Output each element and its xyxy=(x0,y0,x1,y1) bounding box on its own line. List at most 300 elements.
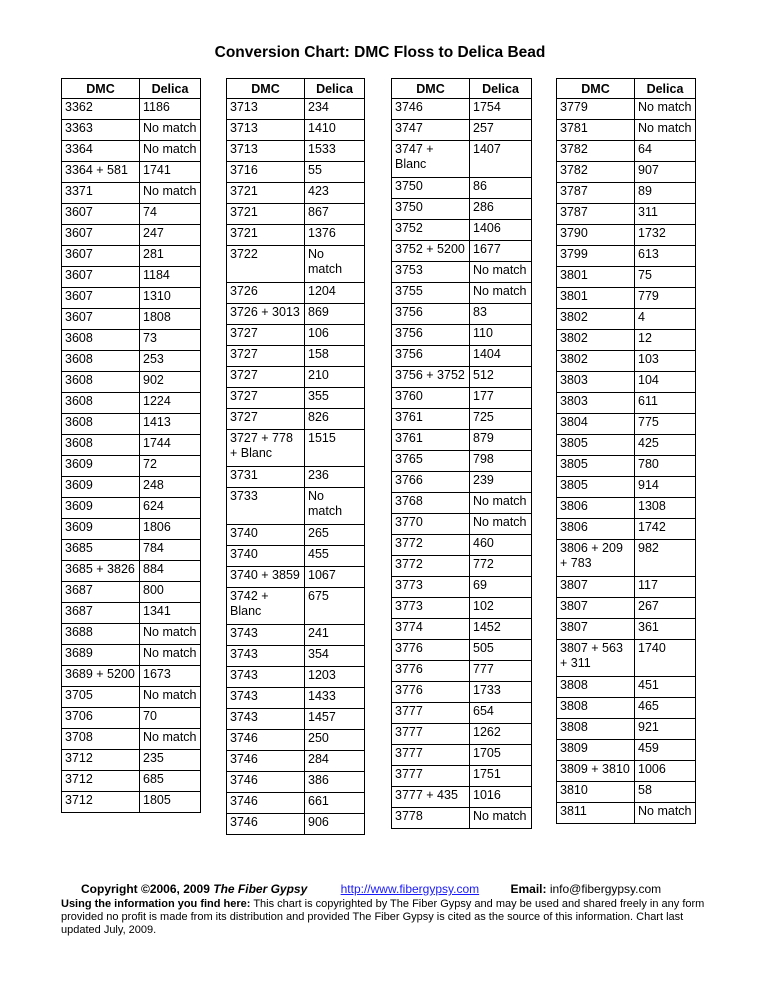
table-row xyxy=(227,225,365,246)
table-row xyxy=(62,666,201,687)
dmc-cell: 3689 + 5200 xyxy=(62,666,140,687)
delica-cell: 1310 xyxy=(140,288,201,309)
email-address: info@fibergypsy.com xyxy=(549,882,662,896)
dmc-cell: 3787 xyxy=(557,183,635,204)
dmc-cell: 3773 xyxy=(392,577,470,598)
delica-cell: 907 xyxy=(635,162,696,183)
usage-label: Using the information you find here: xyxy=(61,898,251,910)
dmc-cell: 3688 xyxy=(62,624,140,645)
usage-notice xyxy=(61,898,711,937)
table-row xyxy=(557,740,696,761)
table-row xyxy=(227,588,365,625)
dmc-cell: 3743 xyxy=(227,667,305,688)
dmc-cell: 3761 xyxy=(392,409,470,430)
delica-cell: 1808 xyxy=(140,309,201,330)
table-row xyxy=(227,346,365,367)
table-row xyxy=(62,246,201,267)
table-row xyxy=(557,120,696,141)
table-row xyxy=(227,709,365,730)
delica-cell: 777 xyxy=(470,661,532,682)
delica-cell: 775 xyxy=(635,414,696,435)
delica-cell: 311 xyxy=(635,204,696,225)
table-row xyxy=(557,498,696,519)
delica-cell: 236 xyxy=(305,467,365,488)
dmc-cell: 3607 xyxy=(62,246,140,267)
dmc-cell: 3761 xyxy=(392,430,470,451)
dmc-cell: 3781 xyxy=(557,120,635,141)
dmc-cell: 3685 + 3826 xyxy=(62,561,140,582)
table-row xyxy=(227,162,365,183)
table-row xyxy=(392,808,532,829)
table-row xyxy=(392,745,532,766)
table-row xyxy=(392,430,532,451)
table-row xyxy=(227,730,365,751)
delica-cell: 460 xyxy=(470,535,532,556)
dmc-cell: 3782 xyxy=(557,162,635,183)
delica-cell: 1203 xyxy=(305,667,365,688)
table-row xyxy=(557,803,696,824)
dmc-cell: 3727 xyxy=(227,346,305,367)
dmc-cell: 3363 xyxy=(62,120,140,141)
delica-cell: 1744 xyxy=(140,435,201,456)
table-row xyxy=(62,498,201,519)
table-row xyxy=(557,141,696,162)
delica-cell: 423 xyxy=(305,183,365,204)
delica-cell: 661 xyxy=(305,793,365,814)
dmc-cell: 3801 xyxy=(557,267,635,288)
table-row xyxy=(392,99,532,120)
delica-cell: 624 xyxy=(140,498,201,519)
table-row xyxy=(62,456,201,477)
dmc-cell: 3726 xyxy=(227,283,305,304)
delica-cell: 675 xyxy=(305,588,365,625)
table-row xyxy=(227,772,365,793)
table-row xyxy=(557,477,696,498)
table-row xyxy=(227,467,365,488)
conversion-table-3 xyxy=(391,78,532,829)
table-row xyxy=(557,761,696,782)
dmc-cell: 3705 xyxy=(62,687,140,708)
delica-cell: 1751 xyxy=(470,766,532,787)
table-row xyxy=(227,546,365,567)
table-row xyxy=(227,388,365,409)
table-row xyxy=(557,246,696,267)
delica-cell: 1410 xyxy=(305,120,365,141)
dmc-cell: 3747 + Blanc xyxy=(392,141,470,178)
page-title: Conversion Chart: DMC Floss to Delica Bead xyxy=(214,44,546,61)
dmc-cell: 3747 xyxy=(392,120,470,141)
table-row xyxy=(227,99,365,120)
delica-cell: 780 xyxy=(635,456,696,477)
table-row xyxy=(392,535,532,556)
delica-cell: 1732 xyxy=(635,225,696,246)
table-row xyxy=(392,640,532,661)
dmc-cell: 3766 xyxy=(392,472,470,493)
dmc-cell: 3727 + 778 + Blanc xyxy=(227,430,305,467)
delica-cell: 867 xyxy=(305,204,365,225)
table-row xyxy=(62,792,201,813)
table-row xyxy=(227,793,365,814)
delica-cell: 1733 xyxy=(470,682,532,703)
table-row xyxy=(62,372,201,393)
delica-cell: 1413 xyxy=(140,414,201,435)
delica-cell: 455 xyxy=(305,546,365,567)
dmc-cell: 3362 xyxy=(62,99,140,120)
delica-cell: 725 xyxy=(470,409,532,430)
delica-cell: 906 xyxy=(305,814,365,835)
delica-cell: 1376 xyxy=(305,225,365,246)
table-row xyxy=(62,393,201,414)
dmc-cell: 3607 xyxy=(62,204,140,225)
dmc-cell: 3712 xyxy=(62,750,140,771)
table-row xyxy=(62,477,201,498)
dmc-cell: 3364 + 581 xyxy=(62,162,140,183)
delica-header: Delica xyxy=(635,79,696,99)
table-row xyxy=(62,582,201,603)
dmc-cell: 3721 xyxy=(227,183,305,204)
dmc-cell: 3756 xyxy=(392,346,470,367)
dmc-header: DMC xyxy=(62,79,140,99)
table-row xyxy=(227,430,365,467)
conversion-table-1 xyxy=(61,78,201,813)
copyright-text: Copyright ©2006, 2009 xyxy=(81,882,210,896)
table-row xyxy=(557,162,696,183)
table-row xyxy=(227,409,365,430)
table-row xyxy=(62,414,201,435)
delica-cell: 248 xyxy=(140,477,201,498)
table-row xyxy=(392,598,532,619)
conversion-table-4 xyxy=(556,78,696,824)
dmc-cell: 3807 xyxy=(557,598,635,619)
delica-cell: 465 xyxy=(635,698,696,719)
dmc-cell: 3755 xyxy=(392,283,470,304)
dmc-cell: 3809 + 3810 xyxy=(557,761,635,782)
dmc-cell: 3806 xyxy=(557,498,635,519)
table-row xyxy=(392,220,532,241)
delica-cell: No match xyxy=(140,645,201,666)
dmc-cell: 3746 xyxy=(227,751,305,772)
delica-cell: 239 xyxy=(470,472,532,493)
delica-cell: 914 xyxy=(635,477,696,498)
table-row xyxy=(557,640,696,677)
delica-cell: 253 xyxy=(140,351,201,372)
dmc-cell: 3722 xyxy=(227,246,305,283)
dmc-cell: 3746 xyxy=(227,772,305,793)
delica-cell: 73 xyxy=(140,330,201,351)
dmc-cell: 3808 xyxy=(557,719,635,740)
dmc-cell: 3776 xyxy=(392,661,470,682)
delica-cell: 921 xyxy=(635,719,696,740)
dmc-cell: 3768 xyxy=(392,493,470,514)
dmc-cell: 3740 + 3859 xyxy=(227,567,305,588)
dmc-cell: 3756 xyxy=(392,304,470,325)
table-row xyxy=(557,598,696,619)
table-row xyxy=(227,367,365,388)
delica-cell: 257 xyxy=(470,120,532,141)
dmc-cell: 3733 xyxy=(227,488,305,525)
dmc-cell: 3607 xyxy=(62,309,140,330)
delica-cell: 72 xyxy=(140,456,201,477)
delica-cell: No match xyxy=(635,99,696,120)
table-row xyxy=(392,682,532,703)
table-row xyxy=(62,708,201,729)
delica-cell: 505 xyxy=(470,640,532,661)
dmc-cell: 3607 xyxy=(62,225,140,246)
dmc-cell: 3740 xyxy=(227,525,305,546)
table-row xyxy=(227,488,365,525)
dmc-cell: 3807 xyxy=(557,619,635,640)
dmc-cell: 3805 xyxy=(557,435,635,456)
delica-cell: 1067 xyxy=(305,567,365,588)
table-row xyxy=(392,141,532,178)
dmc-cell: 3777 xyxy=(392,766,470,787)
table-row xyxy=(62,330,201,351)
table-row xyxy=(62,99,201,120)
table-row xyxy=(227,246,365,283)
table-row xyxy=(392,262,532,283)
dmc-cell: 3727 xyxy=(227,409,305,430)
delica-header: Delica xyxy=(305,79,365,99)
dmc-cell: 3607 xyxy=(62,267,140,288)
delica-cell: 75 xyxy=(635,267,696,288)
delica-cell: 1204 xyxy=(305,283,365,304)
delica-cell: No match xyxy=(140,624,201,645)
dmc-cell: 3777 xyxy=(392,745,470,766)
dmc-header: DMC xyxy=(557,79,635,99)
table-row xyxy=(62,645,201,666)
dmc-cell: 3790 xyxy=(557,225,635,246)
dmc-cell: 3776 xyxy=(392,640,470,661)
delica-cell: 106 xyxy=(305,325,365,346)
delica-cell: 654 xyxy=(470,703,532,724)
dmc-cell: 3756 xyxy=(392,325,470,346)
table-row xyxy=(227,667,365,688)
dmc-cell: 3776 xyxy=(392,682,470,703)
table-row xyxy=(392,409,532,430)
delica-cell: No match xyxy=(635,803,696,824)
dmc-cell: 3806 xyxy=(557,519,635,540)
dmc-cell: 3716 xyxy=(227,162,305,183)
delica-cell: 459 xyxy=(635,740,696,761)
table-row xyxy=(227,141,365,162)
dmc-cell: 3802 xyxy=(557,330,635,351)
brand-name: The Fiber Gypsy xyxy=(213,882,308,896)
delica-cell: 58 xyxy=(635,782,696,803)
delica-cell: 1705 xyxy=(470,745,532,766)
delica-cell: No match xyxy=(305,246,365,283)
conversion-table-2 xyxy=(226,78,365,835)
delica-cell: 70 xyxy=(140,708,201,729)
delica-cell: 884 xyxy=(140,561,201,582)
dmc-cell: 3609 xyxy=(62,519,140,540)
delica-cell: 798 xyxy=(470,451,532,472)
delica-cell: 779 xyxy=(635,288,696,309)
dmc-cell: 3712 xyxy=(62,792,140,813)
dmc-cell: 3712 xyxy=(62,771,140,792)
dmc-cell: 3808 xyxy=(557,677,635,698)
delica-cell: No match xyxy=(140,120,201,141)
table-row xyxy=(62,204,201,225)
dmc-cell: 3803 xyxy=(557,393,635,414)
dmc-cell: 3802 xyxy=(557,351,635,372)
dmc-cell: 3609 xyxy=(62,477,140,498)
dmc-cell: 3772 xyxy=(392,535,470,556)
dmc-cell: 3778 xyxy=(392,808,470,829)
delica-cell: No match xyxy=(140,687,201,708)
delica-cell: 982 xyxy=(635,540,696,577)
delica-cell: 1006 xyxy=(635,761,696,782)
table-row xyxy=(557,577,696,598)
table-row xyxy=(227,204,365,225)
table-row xyxy=(227,183,365,204)
table-row xyxy=(392,472,532,493)
dmc-cell: 3806 + 209 + 783 xyxy=(557,540,635,577)
dmc-cell: 3371 xyxy=(62,183,140,204)
delica-cell: 1308 xyxy=(635,498,696,519)
table-row xyxy=(557,456,696,477)
dmc-cell: 3801 xyxy=(557,288,635,309)
dmc-cell: 3804 xyxy=(557,414,635,435)
website-link[interactable]: http://www.fibergypsy.com xyxy=(340,882,480,896)
table-row xyxy=(62,435,201,456)
delica-cell: 210 xyxy=(305,367,365,388)
table-row xyxy=(62,351,201,372)
table-row xyxy=(392,766,532,787)
table-row xyxy=(62,309,201,330)
dmc-cell: 3608 xyxy=(62,351,140,372)
dmc-cell: 3752 + 5200 xyxy=(392,241,470,262)
delica-cell: 611 xyxy=(635,393,696,414)
table-row xyxy=(557,372,696,393)
table-row xyxy=(392,703,532,724)
delica-cell: 826 xyxy=(305,409,365,430)
table-row xyxy=(392,241,532,262)
delica-cell: 354 xyxy=(305,646,365,667)
delica-cell: 879 xyxy=(470,430,532,451)
dmc-cell: 3608 xyxy=(62,393,140,414)
dmc-header: DMC xyxy=(392,79,470,99)
dmc-cell: 3609 xyxy=(62,456,140,477)
delica-cell: 902 xyxy=(140,372,201,393)
dmc-cell: 3810 xyxy=(557,782,635,803)
table-row xyxy=(557,414,696,435)
delica-cell: 1186 xyxy=(140,99,201,120)
dmc-cell: 3743 xyxy=(227,625,305,646)
table-row xyxy=(392,787,532,808)
table-row xyxy=(392,556,532,577)
delica-cell: 158 xyxy=(305,346,365,367)
table-row xyxy=(227,646,365,667)
table-row xyxy=(392,178,532,199)
delica-cell: 800 xyxy=(140,582,201,603)
dmc-cell: 3743 xyxy=(227,688,305,709)
table-row xyxy=(557,719,696,740)
dmc-cell: 3811 xyxy=(557,803,635,824)
table-row xyxy=(62,519,201,540)
dmc-cell: 3805 xyxy=(557,477,635,498)
delica-cell: No match xyxy=(470,808,532,829)
delica-cell: No match xyxy=(470,262,532,283)
table-row xyxy=(392,346,532,367)
delica-header: Delica xyxy=(470,79,532,99)
table-row xyxy=(557,309,696,330)
table-row xyxy=(227,525,365,546)
footer xyxy=(61,883,711,937)
delica-cell: 104 xyxy=(635,372,696,393)
table-row xyxy=(557,540,696,577)
table-row xyxy=(557,288,696,309)
copyright-line xyxy=(81,883,711,896)
dmc-cell: 3746 xyxy=(227,793,305,814)
dmc-cell: 3721 xyxy=(227,225,305,246)
table-row xyxy=(557,677,696,698)
dmc-cell: 3740 xyxy=(227,546,305,567)
dmc-cell: 3742 + Blanc xyxy=(227,588,305,625)
table-row xyxy=(392,388,532,409)
delica-cell: 1341 xyxy=(140,603,201,624)
dmc-cell: 3782 xyxy=(557,141,635,162)
dmc-cell: 3777 xyxy=(392,703,470,724)
dmc-cell: 3727 xyxy=(227,325,305,346)
usage-text: This chart is copyrighted by The Fiber Gypsy and may be used and shared freely in any form provided no profit is made from its distribution and provided The Fiber Gypsy is cited as the source of this information. Chart last updated July, 2009. xyxy=(61,898,705,936)
table-row xyxy=(557,183,696,204)
delica-cell: No match xyxy=(470,493,532,514)
table-row xyxy=(227,751,365,772)
table-row xyxy=(227,688,365,709)
delica-cell: 1224 xyxy=(140,393,201,414)
table-row xyxy=(557,782,696,803)
delica-cell: No match xyxy=(470,283,532,304)
delica-cell: 177 xyxy=(470,388,532,409)
delica-cell: No match xyxy=(470,514,532,535)
delica-cell: 1515 xyxy=(305,430,365,467)
table-row xyxy=(392,283,532,304)
delica-cell: No match xyxy=(305,488,365,525)
table-row xyxy=(62,288,201,309)
dmc-cell: 3777 xyxy=(392,724,470,745)
dmc-cell: 3805 xyxy=(557,456,635,477)
delica-cell: 250 xyxy=(305,730,365,751)
delica-cell: 286 xyxy=(470,199,532,220)
table-row xyxy=(227,304,365,325)
table-row xyxy=(392,619,532,640)
delica-cell: 284 xyxy=(305,751,365,772)
table-row xyxy=(62,267,201,288)
dmc-cell: 3608 xyxy=(62,330,140,351)
dmc-cell: 3807 xyxy=(557,577,635,598)
dmc-cell: 3713 xyxy=(227,120,305,141)
delica-cell: 1433 xyxy=(305,688,365,709)
delica-cell: 1742 xyxy=(635,519,696,540)
dmc-cell: 3750 xyxy=(392,199,470,220)
table-row xyxy=(62,624,201,645)
delica-cell: 102 xyxy=(470,598,532,619)
table-row xyxy=(392,120,532,141)
dmc-cell: 3746 xyxy=(227,814,305,835)
dmc-cell: 3803 xyxy=(557,372,635,393)
delica-cell: 103 xyxy=(635,351,696,372)
dmc-cell: 3689 xyxy=(62,645,140,666)
delica-cell: 4 xyxy=(635,309,696,330)
dmc-cell: 3756 + 3752 xyxy=(392,367,470,388)
delica-cell: 267 xyxy=(635,598,696,619)
table-row xyxy=(392,493,532,514)
dmc-cell: 3777 + 435 xyxy=(392,787,470,808)
table-row xyxy=(227,325,365,346)
delica-header: Delica xyxy=(140,79,201,99)
delica-cell: 117 xyxy=(635,577,696,598)
table-row xyxy=(392,661,532,682)
